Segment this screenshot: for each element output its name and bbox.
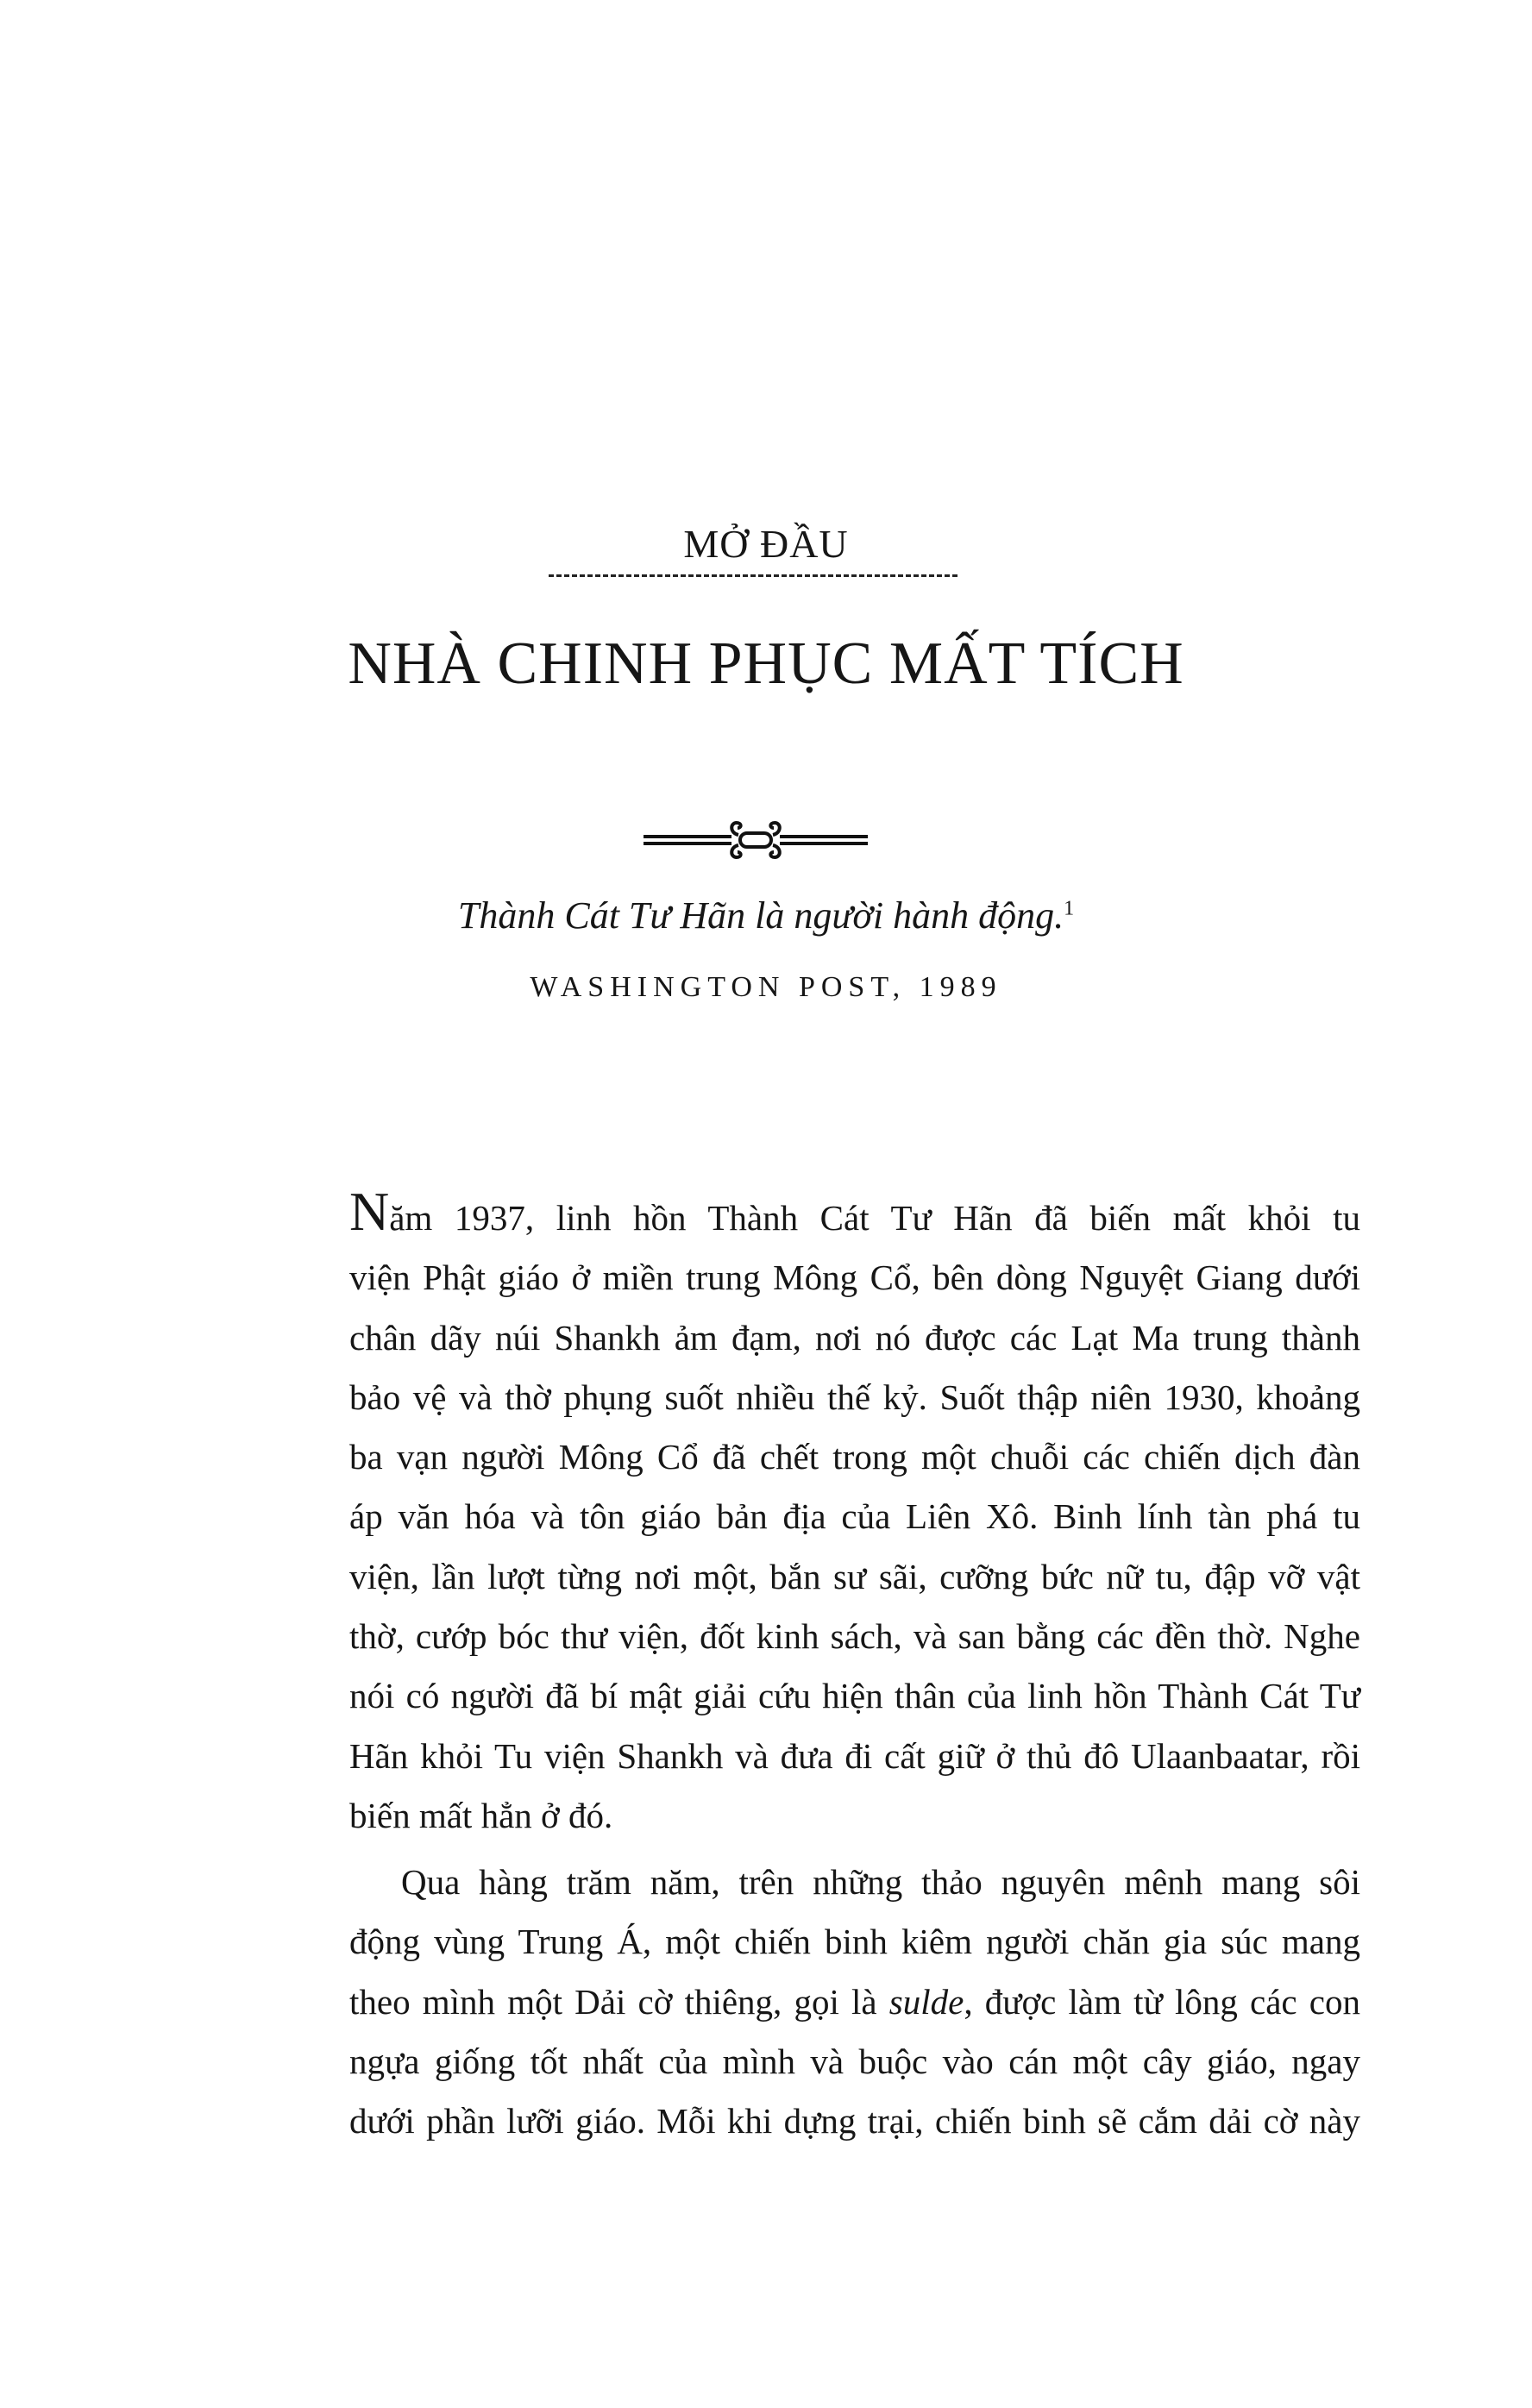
epigraph-source: WASHINGTON POST, 1989 [530, 971, 1002, 1003]
text-line: nói có người đã bí mật giải cứu hiện thân của linh hồn Thành Cát Tư [349, 1676, 1360, 1716]
text-line: chân dãy núi Shankh ảm đạm, nơi nó được các Lạt Ma trung thành [349, 1317, 1360, 1358]
line-text: , được làm từ lông các con [964, 1981, 1360, 2022]
text-line: viện, lần lượt từng nơi một, bắn sư sãi, cưỡng bức nữ tu, đập vỡ vật [349, 1556, 1360, 1596]
italic-term: sulde [888, 1981, 964, 2022]
text-line: dưới phần lưỡi giáo. Mỗi khi dựng trại, chiến binh sẽ cắm dải cờ này [349, 2101, 1360, 2141]
text-line: thờ, cướp bóc thư viện, đốt kinh sách, và san bằng các đền thờ. Nghe [349, 1616, 1360, 1657]
text-line: ngựa giống tốt nhất của mình và buộc vào cán một cây giáo, ngay [349, 2041, 1360, 2081]
text-line: Qua hàng trăm năm, trên những thảo nguyên mênh mang sôi [401, 1862, 1360, 1902]
kicker-dashed-rule [549, 574, 958, 577]
text-line [349, 1181, 1360, 1248]
text-line: bảo vệ và thờ phụng suốt nhiều thế kỷ. Suốt thập niên 1930, khoảng [349, 1376, 1360, 1417]
epigraph-quote [0, 894, 1532, 937]
chapter-kicker: MỞ ĐẦU [683, 522, 849, 566]
line-text: theo mình một Dải cờ thiêng, gọi là [349, 1981, 889, 2022]
text-line: áp văn hóa và tôn giáo bản địa của Liên Xô. Binh lính tàn phá tu [349, 1496, 1360, 1537]
drop-cap: N [349, 1181, 390, 1242]
text-line: động vùng Trung Á, một chiến binh kiêm người chăn gia súc mang [349, 1922, 1360, 1962]
text-line: viện Phật giáo ở miền trung Mông Cổ, bên dòng Nguyệt Giang dưới [349, 1257, 1360, 1298]
line-text: ăm 1937, linh hồn Thành Cát Tư Hãn đã biến mất khỏi tu [389, 1198, 1360, 1238]
paragraph-2 [349, 1853, 1360, 2151]
paragraph-1 [349, 1181, 1360, 1846]
chapter-title: NHÀ CHINH PHỤC MẤT TÍCH [348, 630, 1184, 697]
ornament-divider-icon [644, 818, 868, 861]
text-line: Hãn khỏi Tu viện Shankh và đưa đi cất giữ ở thủ đô Ulaanbaatar, rồi [349, 1735, 1360, 1776]
footnote-marker[interactable]: 1 [1064, 897, 1075, 920]
text-line: biến mất hẳn ở đó. [349, 1795, 613, 1835]
text-line: ba vạn người Mông Cổ đã chết trong một chuỗi các chiến dịch đàn [349, 1437, 1360, 1477]
epigraph-text: Thành Cát Tư Hãn là người hành động. [457, 894, 1064, 937]
text-line [349, 1972, 1360, 2032]
